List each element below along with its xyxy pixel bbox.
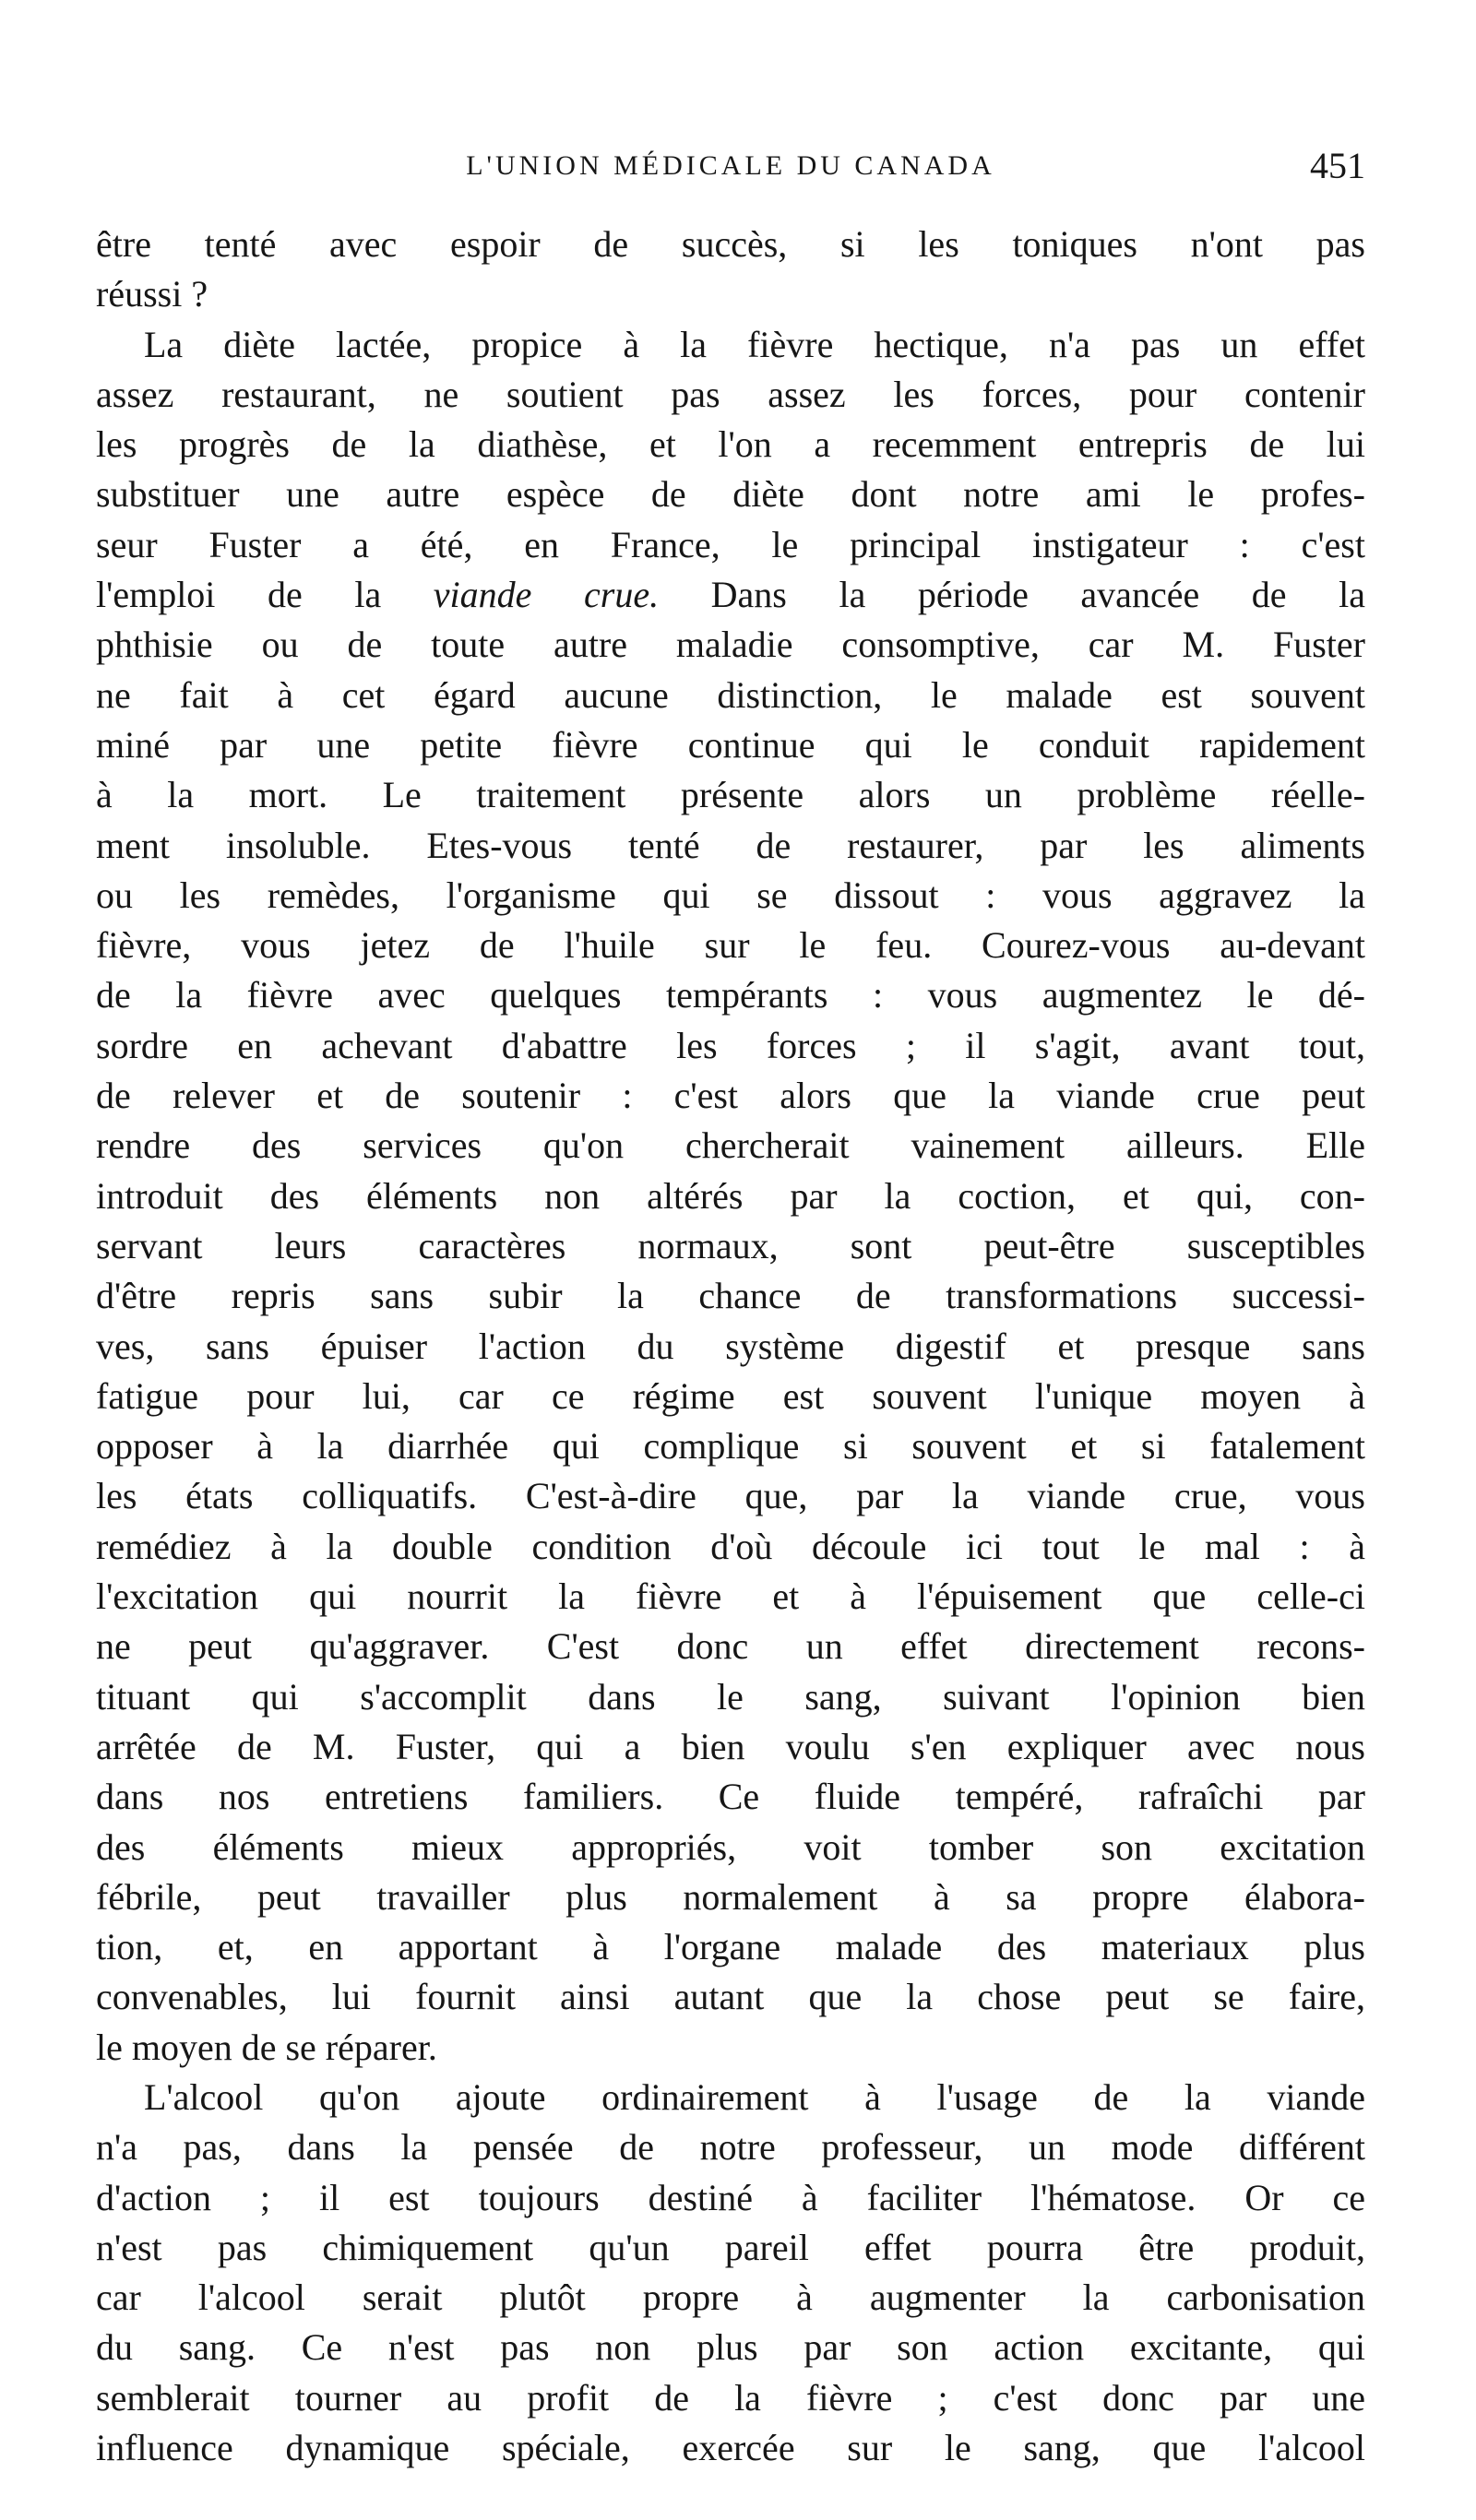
text-segment: l'emploi de la: [96, 574, 434, 616]
text-line: d'être repris sans subir la chance de transformations successi-: [96, 1275, 1365, 1317]
text-line: substituer une autre espèce de diète dont notre ami le profes-: [96, 473, 1365, 516]
text-line: réussi ?: [96, 273, 208, 315]
text-line: semblerait tourner au profit de la fièvre ; c'est donc par une: [96, 2376, 1365, 2419]
text-line: remédiez à la double condition d'où découle ici tout le mal : à: [96, 1525, 1365, 1567]
text-line: [96, 570, 1365, 620]
text-line: tion, et, en apportant à l'organe malade des materiaux plus: [96, 1926, 1365, 1968]
text-line: fièvre, vous jetez de l'huile sur le feu. Courez-vous au-devant: [96, 924, 1365, 967]
text-line: d'action ; il est toujours destiné à faciliter l'hématose. Or ce: [96, 2176, 1365, 2218]
text-line: L'alcool qu'on ajoute ordinairement à l'usage de la viande: [144, 2075, 1365, 2118]
text-line: seur Fuster a été, en France, le principal instigateur : c'est: [96, 523, 1365, 565]
text-line: opposer à la diarrhée qui complique si souvent et si fatalement: [96, 1425, 1365, 1468]
text-line: influence dynamique spéciale, exercée sur le sang, que l'alcool: [96, 2427, 1365, 2469]
text-line: arrêtée de M. Fuster, qui a bien voulu s'en expliquer avec nous: [96, 1725, 1365, 1767]
text-segment: Dans la période avancée de la: [659, 574, 1365, 616]
text-line: n'a pas, dans la pensée de notre professeur, un mode différent: [96, 2126, 1365, 2169]
text-line: ne peut qu'aggraver. C'est donc un effet directement recons-: [96, 1625, 1365, 1668]
text-line: servant leurs caractères normaux, sont peut-être susceptibles: [96, 1224, 1365, 1266]
text-line: dans nos entretiens familiers. Ce fluide tempéré, rafraîchi par: [96, 1776, 1365, 1818]
text-line: l'excitation qui nourrit la fièvre et à l'épuisement que celle-ci: [96, 1575, 1365, 1618]
italic-emphasis: viande crue.: [433, 574, 660, 616]
text-line: les états colliquatifs. C'est-à-dire que, par la viande crue, vous: [96, 1475, 1365, 1517]
text-line: introduit des éléments non altérés par la coction, et qui, con-: [96, 1174, 1365, 1217]
text-line: des éléments mieux appropriés, voit tomber son excitation: [96, 1825, 1365, 1868]
text-line: le moyen de se réparer.: [96, 2026, 437, 2068]
body-text: [96, 220, 1365, 2473]
text-line: rendre des services qu'on chercherait vainement ailleurs. Elle: [96, 1124, 1365, 1167]
text-line: fatigue pour lui, car ce régime est souvent l'unique moyen à: [96, 1374, 1365, 1417]
text-line: La diète lactée, propice à la fièvre hectique, n'a pas un effet: [144, 323, 1365, 365]
running-title: L'UNION MÉDICALE DU CANADA: [466, 150, 995, 181]
text-line: assez restaurant, ne soutient pas assez les forces, pour contenir: [96, 373, 1365, 415]
text-line: car l'alcool serait plutôt propre à augmenter la carbonisation: [96, 2276, 1365, 2319]
text-line: à la mort. Le traitement présente alors un problème réelle-: [96, 774, 1365, 816]
text-line: phthisie ou de toute autre maladie consomptive, car M. Fuster: [96, 624, 1365, 666]
text-line: ou les remèdes, l'organisme qui se dissout : vous aggravez la: [96, 874, 1365, 916]
text-line: sordre en achevant d'abattre les forces ; il s'agit, avant tout,: [96, 1024, 1365, 1066]
text-line: n'est pas chimiquement qu'un pareil effet pourra être produit,: [96, 2226, 1365, 2268]
text-line: de relever et de soutenir : c'est alors que la viande crue peut: [96, 1075, 1365, 1117]
text-line: être tenté avec espoir de succès, si les toniques n'ont pas: [96, 223, 1365, 265]
text-line: tituant qui s'accomplit dans le sang, suivant l'opinion bien: [96, 1675, 1365, 1718]
text-line: du sang. Ce n'est pas non plus par son action excitante, qui: [96, 2326, 1365, 2369]
text-line: ves, sans épuiser l'action du système digestif et presque sans: [96, 1325, 1365, 1367]
text-line: miné par une petite fièvre continue qui le conduit rapidement: [96, 723, 1365, 766]
text-line: ment insoluble. Etes-vous tenté de restaurer, par les aliments: [96, 824, 1365, 866]
text-line: de la fièvre avec quelques tempérants : vous augmentez le dé-: [96, 974, 1365, 1016]
running-header: [96, 138, 1365, 194]
text-line: convenables, lui fournit ainsi autant que la chose peut se faire,: [96, 1976, 1365, 2018]
text-line: les progrès de la diathèse, et l'on a recemment entrepris de lui: [96, 423, 1365, 466]
text-line: fébrile, peut travailler plus normalement à sa propre élabora-: [96, 1875, 1365, 1918]
page-number: 451: [1310, 145, 1365, 186]
text-line: ne fait à cet égard aucune distinction, le malade est souvent: [96, 673, 1365, 716]
